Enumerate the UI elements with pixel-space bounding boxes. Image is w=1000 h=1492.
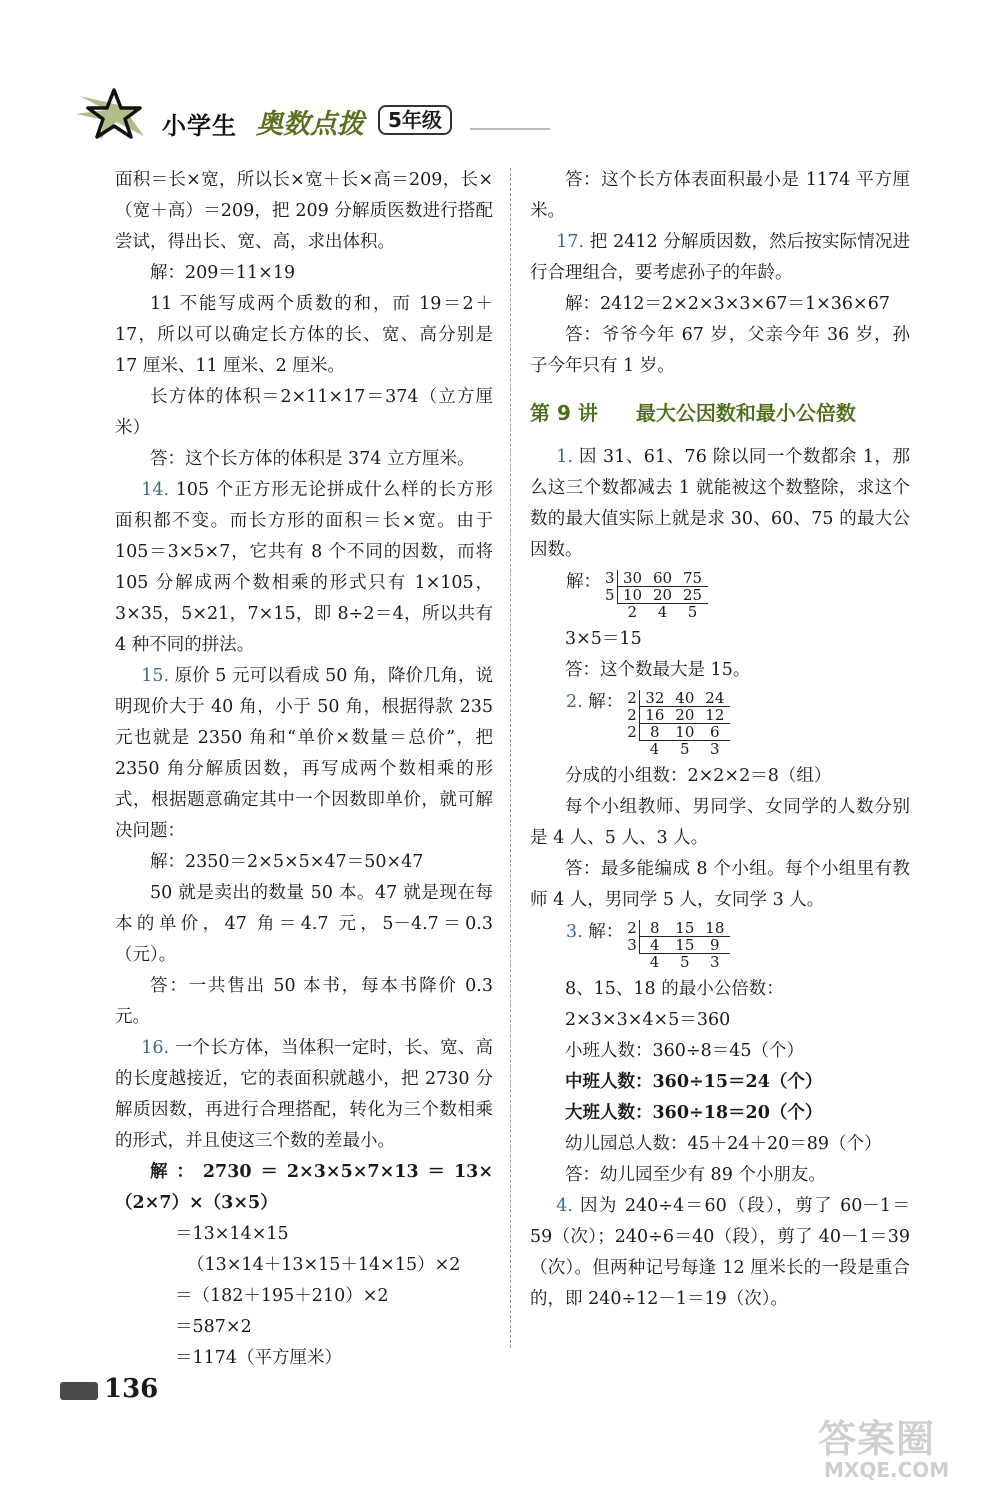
divisor: 3: [605, 569, 615, 588]
lecture-number: 第 9 讲: [530, 401, 598, 425]
question-14: [115, 475, 493, 661]
quotient: 2: [627, 603, 638, 621]
page-header: [70, 84, 950, 144]
answer-line: 答：这个长方体表面积最小是 1174 平方厘米。: [530, 170, 910, 221]
solution-label: 解：: [566, 572, 601, 592]
dividend: 15: [670, 920, 700, 937]
lecture-title: 最大公因数和最小公倍数: [635, 401, 856, 425]
header-rule: [470, 128, 550, 130]
equation-line: ＝587×2: [175, 1317, 252, 1337]
quotient: 5: [680, 740, 690, 758]
paragraph: 面积＝长×宽，所以长×宽＋长×高＝209，长×（宽＋高）＝209，把 209 分解质医数进行搭配尝试，得出长、宽、高，求出体积。: [115, 170, 493, 252]
solution-label-text: 解：: [588, 692, 624, 712]
division-table: [605, 570, 708, 620]
divisor: [627, 954, 639, 971]
divisor: 2: [627, 723, 637, 741]
question-4: [530, 1191, 910, 1315]
divisor: [627, 741, 639, 758]
quotient: 4: [639, 937, 670, 954]
watermark-url: MXQE.COM: [824, 1458, 950, 1482]
quotient: 4: [657, 603, 668, 621]
paragraph: 长方体的体积＝2×11×17＝374（立方厘米）: [115, 387, 493, 438]
equation-line: ＝（182＋195＋210）×2: [175, 1286, 389, 1306]
paragraph: 分成的小组数：2×2×2＝8（组）: [565, 766, 832, 786]
answer-line: 答：幼儿园至少有 89 个小朋友。: [565, 1165, 826, 1185]
quotient: 3: [710, 953, 720, 971]
watermark-text: 答案圈: [818, 1417, 936, 1461]
dividend: 60: [648, 570, 678, 587]
quotient: 10: [670, 724, 700, 741]
question-1: [530, 442, 910, 566]
paragraph: 8、15、18 的最小公倍数：: [565, 979, 784, 999]
quotient: 16: [639, 707, 670, 724]
divisor: 2: [627, 689, 637, 708]
question-number: 1.: [556, 447, 573, 467]
question-number: 4.: [556, 1196, 573, 1216]
page-number: 136: [104, 1374, 159, 1404]
equation-line: 大班人数：360÷18＝20（个）: [565, 1103, 823, 1123]
equation-line: 中班人数：360÷15＝24（个）: [565, 1072, 823, 1092]
short-division-1: [530, 570, 910, 620]
dividend: 40: [670, 690, 700, 707]
question-16: [115, 1033, 493, 1157]
paragraph: 11 不能写成两个质数的和，而 19＝2＋17，所以可以确定长方体的长、宽、高分别是 17 厘米、11 厘米、2 厘米。: [115, 294, 493, 376]
subject-title: 奥数点拨: [256, 109, 364, 140]
equation-line: 2×3×3×4×5＝360: [565, 1010, 731, 1030]
quotient: 12: [700, 707, 730, 724]
column-divider: [510, 168, 511, 1348]
answer-line: 答：最多能编成 8 个小组。每个小组里有教师 4 人，男同学 5 人，女同学 3 人。: [530, 859, 910, 910]
equation-line: （13×14＋13×15＋14×15）×2: [187, 1255, 461, 1275]
question-number: 15.: [141, 666, 170, 686]
question-text: 因为 240÷4＝60（段），剪了 60－1＝59（次）；240÷6＝40（段），剪了 40－1＝39（次）。但两种记号每逢 12 厘米长的一段是重合的，即 240÷12－1＝19（次）。: [530, 1196, 910, 1309]
equation-line: 小班人数：360÷8＝45（个）: [565, 1041, 804, 1061]
answer-line: 答：爷爷今年 67 岁，父亲今年 36 岁，孙子今年只有 1 岁。: [530, 325, 910, 376]
equation-line: ＝1174（平方厘米）: [175, 1348, 343, 1368]
quotient: 6: [700, 724, 730, 741]
quotient: 10: [617, 587, 648, 604]
divisor: 5: [605, 586, 615, 604]
solution-label: [566, 920, 623, 944]
question-number: 3.: [566, 922, 583, 942]
short-division-3: [530, 920, 910, 970]
question-17: [530, 227, 910, 289]
quotient: 9: [700, 937, 730, 954]
dividend: 75: [678, 570, 708, 587]
divisor: 2: [627, 919, 637, 938]
solution-label: [566, 690, 623, 714]
question-number: 2.: [566, 692, 583, 712]
right-column: [530, 165, 910, 1315]
question-text: 把 2412 分解质因数，然后按实际情况进行合理组合，要考虑孙子的年龄。: [530, 232, 910, 283]
grade-badge: 5年级: [378, 105, 452, 135]
equation-line: 3×5＝15: [565, 629, 642, 649]
divisor: 2: [627, 706, 637, 724]
division-table: [627, 920, 730, 970]
quotient: 20: [670, 707, 700, 724]
dividend: 8: [639, 920, 670, 937]
question-number: 16.: [141, 1038, 170, 1058]
question-number: 14.: [141, 480, 170, 500]
dividend: 24: [700, 690, 730, 707]
quotient: 15: [670, 937, 700, 954]
dividend: 32: [639, 690, 670, 707]
quotient: 25: [678, 587, 708, 604]
answer-line: 答：这个长方体的体积是 374 立方厘米。: [150, 449, 475, 469]
question-text: 原价 5 元可以看成 50 角，降价几角，说明现价大于 40 角，小于 50 角，根据得款 235 元也就是 2350 角和“单价×数量＝总价”，把 2350 角分解质因数，再写成两个数相乘的形式，根据题意确定其中一个因数即单价，就可解决问题：: [115, 666, 493, 841]
paragraph: 50 就是卖出的数量 50 本。47 就是现在每本的单价，47 角＝4.7 元，5－4.7＝0.3（元）。: [115, 883, 493, 965]
quotient: 20: [648, 587, 678, 604]
equation-line: ＝13×14×15: [175, 1224, 289, 1244]
question-text: 因 31、61、76 除以同一个数都余 1，那么这三个数都减去 1 就能被这个数整除，求这个数的最大值实际上就是求 30、60、75 的最大公因数。: [530, 447, 910, 560]
quotient: 5: [687, 603, 698, 621]
star-logo-icon: [70, 84, 160, 144]
question-15: [115, 661, 493, 847]
answer-line: 答：一共售出 50 本书，每本书降价 0.3 元。: [115, 976, 493, 1027]
left-column: [115, 165, 493, 1374]
solution-line: 解：209＝11×19: [150, 263, 296, 283]
quotient: 8: [639, 724, 670, 741]
page-tab-icon: [60, 1382, 98, 1400]
quotient: 4: [649, 953, 660, 971]
watermark: [818, 1408, 968, 1488]
divisor: 3: [627, 936, 637, 954]
answer-line: 答：这个数最大是 15。: [565, 660, 751, 680]
divisor: [605, 604, 617, 621]
dividend: 18: [700, 920, 730, 937]
equation-line: 幼儿园总人数：45＋24＋20＝89（个）: [565, 1134, 882, 1154]
question-text: 105 个正方形无论拼成什么样的长方形面积都不变。而长方形的面积＝长×宽。由于 105＝3×5×7，它共有 8 个不同的因数，而将 105 分解成两个数相乘的形式只有 1×105，3×35，5×21，7×15，即 8÷2＝4，所以共有 4 种不同的拼法。: [115, 480, 493, 655]
solution-line: 解：2730＝2×3×5×7×13＝13×（2×7）×（3×5）: [115, 1162, 493, 1213]
solution-label-text: 解：: [588, 922, 624, 942]
quotient: 3: [710, 740, 720, 758]
lecture-heading: [530, 396, 910, 430]
paragraph: 每个小组教师、男同学、女同学的人数分别是 4 人、5 人、3 人。: [530, 797, 910, 848]
short-division-2: [530, 690, 910, 757]
question-number: 17.: [556, 232, 585, 252]
quotient: 5: [680, 953, 690, 971]
solution-line: 解：2412＝2×2×3×3×67＝1×36×67: [565, 294, 890, 314]
solution-line: 解：2350＝2×5×5×47＝50×47: [150, 852, 424, 872]
series-title: 小学生: [162, 112, 237, 140]
question-text: 一个长方体，当体积一定时，长、宽、高的长度越接近，它的表面积就越小，把 2730 分解质因数，再进行合理搭配，转化为三个数相乘的形式，并且使这三个数的差最小。: [115, 1038, 493, 1151]
dividend: 30: [617, 570, 648, 587]
division-table: [627, 690, 730, 757]
quotient: 4: [649, 740, 660, 758]
